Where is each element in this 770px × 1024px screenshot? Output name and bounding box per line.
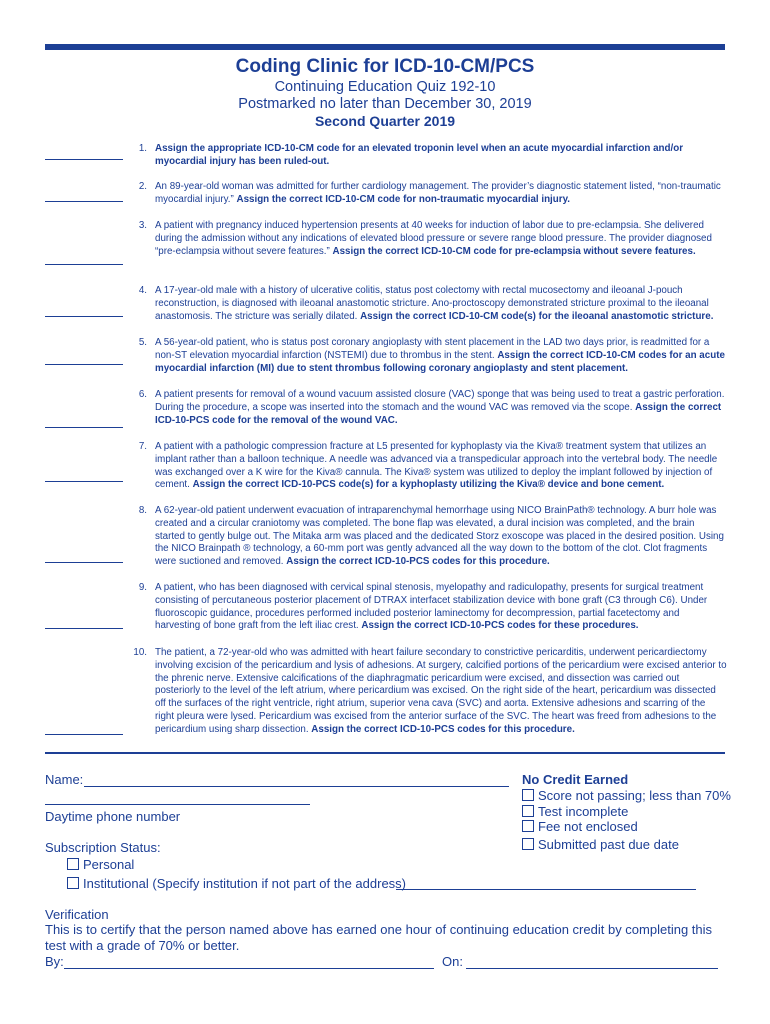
no-credit-title: No Credit Earned xyxy=(522,772,629,787)
verification-title: Verification xyxy=(45,907,109,922)
question-number: 9. xyxy=(138,582,147,593)
question-number: 3. xyxy=(138,220,147,231)
no-credit-option[interactable] xyxy=(522,804,628,820)
question-text: A patient presents for removal of a wound vacuum assisted closure (VAC) sponge that was being used to treat a gastric perforation. During the procedure, a scope was inserted into the stomach and the wound VAC was removed via the scope. Assign the correct ICD-10-PCS code for the removal of the wound VAC. xyxy=(155,389,725,426)
no-credit-option[interactable] xyxy=(522,788,731,804)
institutional-option[interactable] xyxy=(67,876,406,892)
postmark-deadline: Postmarked no later than December 30, 2019 xyxy=(238,96,532,112)
answer-blank[interactable] xyxy=(45,562,123,563)
no-credit-option-label: Score not passing; less than 70% xyxy=(538,788,731,803)
question-text: A patient, who has been diagnosed with cervical spinal stenosis, myelopathy and radiculopathy, presents for surgical treatment consisting of percutaneous posterior placement of DTRAX interfacet stabilization device with bone graft (C3 through C6). Under fluoroscopic guidance, procedures performed included posterior laminectomy for decompression, partial facetectomy and harvesting of bone graft from the left iliac crest. Assign the correct ICD-10-PCS codes for these procedures. xyxy=(155,582,708,632)
on-date-field[interactable] xyxy=(466,968,718,969)
answer-blank[interactable] xyxy=(45,481,123,482)
section-divider xyxy=(45,752,725,754)
question-number: 7. xyxy=(138,441,147,452)
question-number: 8. xyxy=(138,505,147,516)
checkbox[interactable] xyxy=(522,789,534,801)
question-number: 2. xyxy=(138,181,147,192)
page-title: Coding Clinic for ICD-10-CM/PCS xyxy=(235,56,535,77)
question-text: Assign the appropriate ICD-10-CM code for an elevated troponin level when an acute myocardial infarction and/or myocardial injury has been ruled-out. xyxy=(155,143,684,167)
verification-text: This is to certify that the person named above has earned one hour of continuing education credit by completing this test with a grade of 70% or better. xyxy=(45,922,713,953)
answer-blank[interactable] xyxy=(45,628,123,629)
checkbox[interactable] xyxy=(522,838,534,850)
answer-blank[interactable] xyxy=(45,159,123,160)
question-text: The patient, a 72-year-old who was admitted with heart failure secondary to constrictive pericarditis, underwent pericardiectomy involving excision of the pericardium and lysis of adhesions. At surgery, calcified portions of the pericardium were excised anterior to the phrenic nerve. Extensive calcifications of the diaphragmatic pericardium were excised, and dissection was carried out posteriorly to the level of the left atrium, where pericardium was excised. On the right side of the heart, pericardium was dissected off the surfaces of the right ventricle, right atrium, superior vena cava (SVC) and aorta. Extensive adhesions and scarring of the right pleura were lysed. Pericardium was excised from the anterior surface of the SVC. The heart was freed from adhesions to the pericardium using sharp dissection. Assign the correct ICD-10-PCS codes for this procedure. xyxy=(155,647,727,735)
no-credit-option-label: Test incomplete xyxy=(538,804,629,819)
question-text: A patient with a pathologic compression fracture at L5 presented for kyphoplasty via the Kiva® treatment system that utilizes an implant rather than a balloon technique. A needle was advanced via a transpedicular approach into the vertebral body. The needle was exchanged over a K wire for the Kiva® cannula. The Kiva® system was utilized to deploy the implant followed by injection of cement. Assign the correct ICD-10-PCS code(s) for a kyphoplasty utilizing the Kiva® device and bone cement. xyxy=(155,441,718,491)
no-credit-option[interactable] xyxy=(522,837,679,853)
question-text: A patient with pregnancy induced hypertension presents at 40 weeks for induction of labor due to pre-eclampsia. She delivered during the admission without any indications of elevated blood pressure or severe range blood pressure. The provider diagnosed “pre-eclampsia without severe features.” Assign the correct ICD-10-CM code for pre-eclampsia without severe features. xyxy=(155,220,712,257)
answer-blank[interactable] xyxy=(45,364,123,365)
answer-blank[interactable] xyxy=(45,734,123,735)
answer-blank[interactable] xyxy=(45,316,123,317)
question-number: 6. xyxy=(138,389,147,400)
checkbox[interactable] xyxy=(522,805,534,817)
quarter-label: Second Quarter 2019 xyxy=(314,113,456,129)
question-text: A 17-year-old male with a history of ulcerative colitis, status post colectomy with rectal mucosectomy and ileoanal J-pouch reconstruction, is diagnosed with ileoanal anastomotic stricture. Ano-proctoscopy demonstrated stricture proximal to the ileoanal anastomosis. The stricture was serially dilated. Assign the correct ICD-10-CM code(s) for the ileoanal anastomotic stricture. xyxy=(155,285,714,322)
quiz-subtitle: Continuing Education Quiz 192-10 xyxy=(274,79,496,95)
institutional-checkbox[interactable] xyxy=(67,877,79,889)
answer-blank[interactable] xyxy=(45,427,123,428)
question-text: An 89-year-old woman was admitted for further cardiology management. The provider’s diagnostic statement listed, “non-traumatic myocardial injury.” Assign the correct ICD-10-CM code for non-traumatic myocardial injury. xyxy=(155,181,721,205)
question-number: 1. xyxy=(138,143,147,154)
institution-field[interactable] xyxy=(396,889,696,890)
header-rule xyxy=(45,44,725,50)
answer-blank[interactable] xyxy=(45,201,123,202)
question-text: A 62-year-old patient underwent evacuation of intraparenchymal hemorrhage using NICO BrainPath® technology. A burr hole was created and a circular craniotomy was completed. The bone flap was elevated, a dural incision was completed, and the brain started to gently bulge out. The Mitaka arm was placed and the dedicated Storz exoscope was placed in the desired position. Using the NICO Brainpath ® technology, a 60-mm port was gently advanced all the way down to the bottom of the clot. Clot fragments were suctioned and removed. Assign the correct ICD-10-PCS codes for this procedure. xyxy=(155,505,724,568)
personal-option[interactable] xyxy=(67,857,134,873)
name-field[interactable] xyxy=(84,786,509,787)
question-text: A 56-year-old patient, who is status post coronary angioplasty with stent placement in the LAD two days prior, is readmitted for a non-ST elevation myocardial infarction (NSTEMI) due to thrombus in the stent. Assign the correct ICD-10-CM codes for an acute myocardial infarction (MI) due to stent thrombus following coronary angioplasty and stent placement. xyxy=(155,337,725,374)
checkbox[interactable] xyxy=(522,820,534,832)
question-number: 10. xyxy=(133,647,147,658)
name-label: Name: xyxy=(45,772,84,787)
personal-option-label: Personal xyxy=(83,857,135,872)
question-number: 5. xyxy=(138,337,147,348)
no-credit-option[interactable] xyxy=(522,819,638,835)
question-number: 4. xyxy=(138,285,147,296)
phone-label: Daytime phone number xyxy=(45,809,181,824)
no-credit-option-label: Submitted past due date xyxy=(538,837,679,852)
answer-blank[interactable] xyxy=(45,264,123,265)
subscription-label: Subscription Status: xyxy=(45,840,161,855)
institutional-option-label: Institutional (Specify institution if not part of the address) xyxy=(83,876,407,891)
personal-checkbox[interactable] xyxy=(67,858,79,870)
on-label: On: xyxy=(442,954,463,969)
by-label: By: xyxy=(45,954,64,969)
phone-field[interactable] xyxy=(45,804,310,805)
no-credit-option-label: Fee not enclosed xyxy=(538,819,638,834)
by-signature-field[interactable] xyxy=(64,968,434,969)
